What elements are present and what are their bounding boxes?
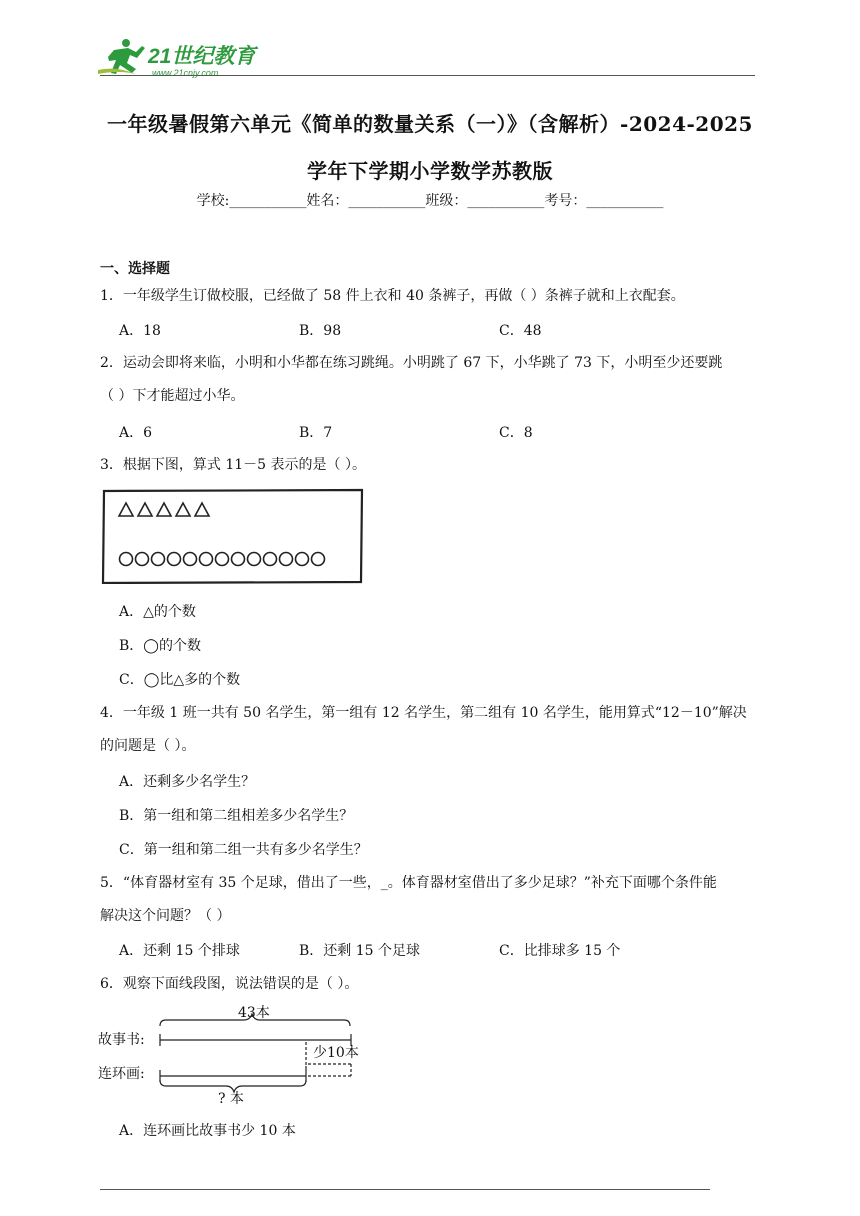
header-divider (100, 75, 755, 76)
q3-option-b[interactable]: B．◯的个数 (119, 638, 201, 654)
q2-option-c[interactable]: C．8 (499, 425, 533, 441)
q5-option-b[interactable]: B．还剩 15 个足球 (299, 943, 421, 959)
question-1-text: 1．一年级学生订做校服，已经做了 58 件上衣和 40 条裤子，再做（ ）条裤子就和上衣配套。 (100, 288, 685, 304)
circle-icon-group (120, 553, 325, 566)
question-2-line2: （ ）下才能超过小华。 (100, 388, 245, 404)
less-label: 少10本 (313, 1045, 359, 1061)
footer-divider (100, 1189, 710, 1190)
q4-option-b[interactable]: B．第一组和第二组相差多少名学生？ (119, 808, 354, 824)
student-info-line: 学校:___________姓名：___________班级：___________考号：___________ (196, 193, 664, 209)
section-heading: 一、选择题 (100, 261, 170, 277)
q4-option-a[interactable]: A．还剩多少名学生？ (119, 774, 256, 790)
q4-option-c[interactable]: C．第一组和第二组一共有多少名学生？ (119, 842, 368, 858)
q5-option-a[interactable]: A．还剩 15 个排球 (119, 943, 240, 959)
q1-option-a[interactable]: A．18 (119, 323, 161, 339)
q2-option-a[interactable]: A．6 (119, 425, 153, 441)
triangle-icon-group (119, 503, 209, 516)
question-6-text: 6．观察下面线段图，说法错误的是（ ）。 (100, 976, 359, 992)
q3-option-c[interactable]: C．◯比△多的个数 (119, 672, 241, 688)
question-4-line1: 4．一年级 1 班一共有 50 名学生，第一组有 12 名学生，第二组有 10 名学生，能用算式“12－10”解决 (100, 705, 747, 721)
total-label: 43本 (238, 1005, 270, 1021)
q1-option-c[interactable]: C．48 (499, 323, 542, 339)
line-segment-diagram (98, 1000, 378, 1110)
document-title-line2: 学年下学期小学数学苏教版 (307, 159, 553, 183)
shapes-diagram (100, 488, 364, 584)
logo-text: 21世纪教育 (148, 45, 256, 68)
q2-option-b[interactable]: B．7 (299, 425, 333, 441)
question-2-line1: 2．运动会即将来临，小明和小华都在练习跳绳。小明跳了 67 下，小华跳了 73 下，小明至少还要跳 (100, 355, 723, 371)
q6-option-a[interactable]: A．连环画比故事书少 10 本 (119, 1123, 296, 1139)
question-4-line2: 的问题是（ ）。 (100, 738, 196, 754)
question-5-line2: 解决这个问题？（ ） (100, 908, 231, 924)
question-mark-label: ? 本 (218, 1091, 244, 1107)
comic-label: 连环画: (98, 1066, 145, 1082)
q3-option-a[interactable]: A．△的个数 (119, 604, 196, 620)
question-5-line1: 5．“体育器材室有 35 个足球，借出了一些，_。体育器材室借出了多少足球？”补充下面哪个条件能 (100, 875, 717, 891)
document-title-line1: 一年级暑假第六单元《简单的数量关系（一）》（含解析）-2024-2025 (107, 112, 753, 136)
q5-option-c[interactable]: C．比排球多 15 个 (499, 943, 621, 959)
runner-icon (98, 39, 145, 74)
q1-option-b[interactable]: B．98 (299, 323, 342, 339)
storybook-label: 故事书: (98, 1032, 145, 1048)
logo-subtext: www.21cnjy.com (152, 68, 219, 78)
brand-logo (96, 36, 266, 80)
question-3-text: 3．根据下图，算式 11－5 表示的是（ ）。 (100, 457, 366, 473)
